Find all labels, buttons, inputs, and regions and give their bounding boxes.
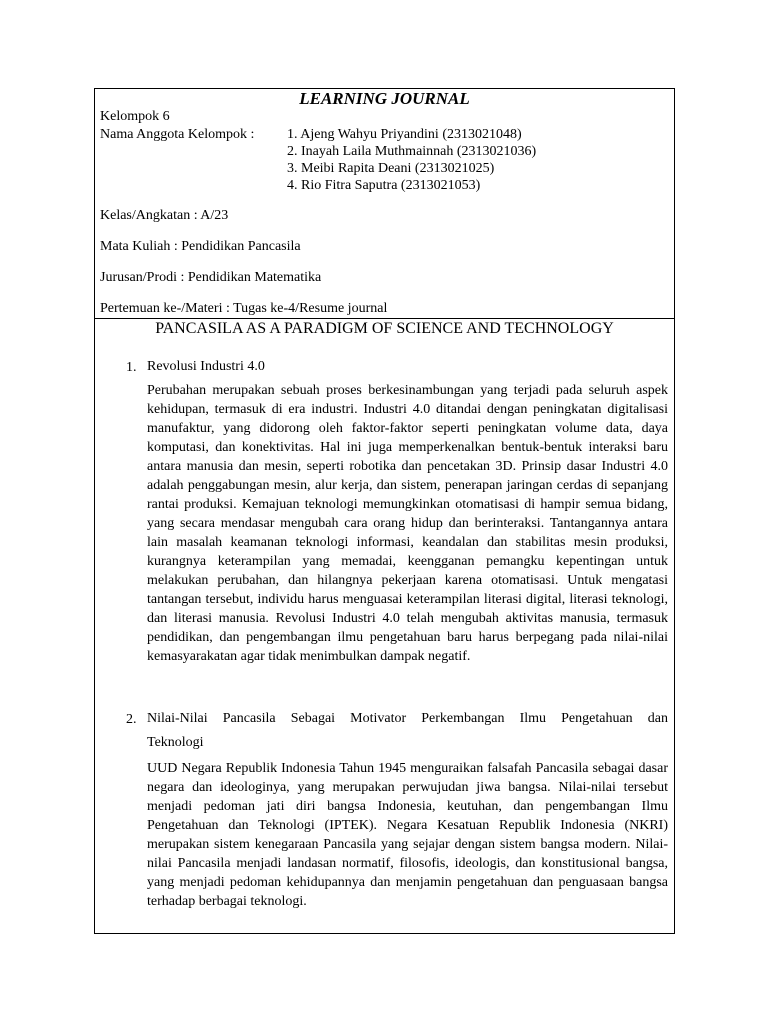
section-1-number: 1.	[126, 360, 137, 375]
section-1-body: Perubahan merupakan sebuah proses berkesinambungan yang terjadi pada seluruh aspek kehidupan, termasuk di era industri. Industri 4.0 ditandai dengan peningkatan digitalisasi manufaktur, yang didorong oleh faktor-faktor seperti peningkatan volume data, daya komputasi, dan konektivitas. Hal ini juga memperkenalkan bentuk-bentuk interaksi baru antara manusia dan mesin, seperti robotika dan pencetakan 3D. Prinsip dasar Industri 4.0 adalah penggabungan mesin, alur kerja, dan sistem, penerapan jaringan cerdas di sepanjang rantai produksi. Kemajuan teknologi memungkinkan otomatisasi di hampir semua bidang, yang secara mendasar mengubah cara orang hidup dan berinteraksi. Tantangannya antara lain masalah keamanan teknologi informasi, keandalan dan stabilitas mesin produksi, kurangnya keterampilan yang memadai, keengganan pemangku kepentingan untuk melakukan perubahan, dan hilangnya pekerjaan karena otomatisasi. Untuk mengatasi tantangan tersebut, individu harus menguasai keterampilan literasi digital, literasi teknologi, dan literasi manusia. Revolusi Industri 4.0 telah mengubah aktivitas manusia, termasuk pendidikan, dan pengembangan ilmu pengetahuan baru harus berpegang pada nilai-nilai kemasyarakatan agar tidak menimbulkan dampak negatif.	[147, 383, 668, 664]
meeting-info: Pertemuan ke-/Materi : Tugas ke-4/Resume journal	[100, 301, 388, 316]
member-1: 1. Ajeng Wahyu Priyandini (2313021048)	[287, 127, 522, 142]
class-info: Kelas/Angkatan : A/23	[100, 208, 229, 223]
major-info: Jurusan/Prodi : Pendidikan Matematika	[100, 270, 322, 285]
section-2-number: 2.	[126, 712, 137, 727]
section-2-title: Nilai-Nilai Pancasila Sebagai Motivator Perkembangan Ilmu Pengetahuan dan	[147, 711, 668, 726]
section-2-body: UUD Negara Republik Indonesia Tahun 1945 menguraikan falsafah Pancasila sebagai dasar negara dan ideologinya, yang merupakan perwujudan jiwa bangsa. Nilai-nilai tersebut menjadi pedoman jati diri bangsa Indonesia, keutuhan, dan pengembangan Ilmu Pengetahuan dan Teknologi (IPTEK). Negara Kesatuan Republik Indonesia (NKRI) merupakan sistem kenegaraan Pancasila yang sejajar dengan sistem bangsa modern. Nilai-nilai Pancasila menjadi landasan normatif, filosofis, ideologis, dan konstitusional bangsa, yang menjadi pedoman kehidupannya dan menjamin pengetahuan dan penguasaan bangsa terhadap berbagai teknologi.	[147, 761, 668, 909]
course-info: Mata Kuliah : Pendidikan Pancasila	[100, 239, 301, 254]
content-heading: PANCASILA AS A PARADIGM OF SCIENCE AND TECHNOLOGY	[155, 320, 614, 337]
journal-table	[94, 88, 675, 934]
journal-title: LEARNING JOURNAL	[299, 89, 470, 108]
members-label: Nama Anggota Kelompok :	[100, 127, 255, 142]
member-3: 3. Meibi Rapita Deani (2313021025)	[287, 161, 495, 176]
member-2: 2. Inayah Laila Muthmainnah (2313021036)	[287, 144, 537, 159]
member-4: 4. Rio Fitra Saputra (2313021053)	[287, 178, 481, 193]
group-label: Kelompok 6	[100, 109, 170, 124]
journal-header-cell	[95, 89, 674, 319]
section-2-title-cont: Teknologi	[147, 735, 204, 750]
section-1-title: Revolusi Industri 4.0	[147, 359, 265, 374]
